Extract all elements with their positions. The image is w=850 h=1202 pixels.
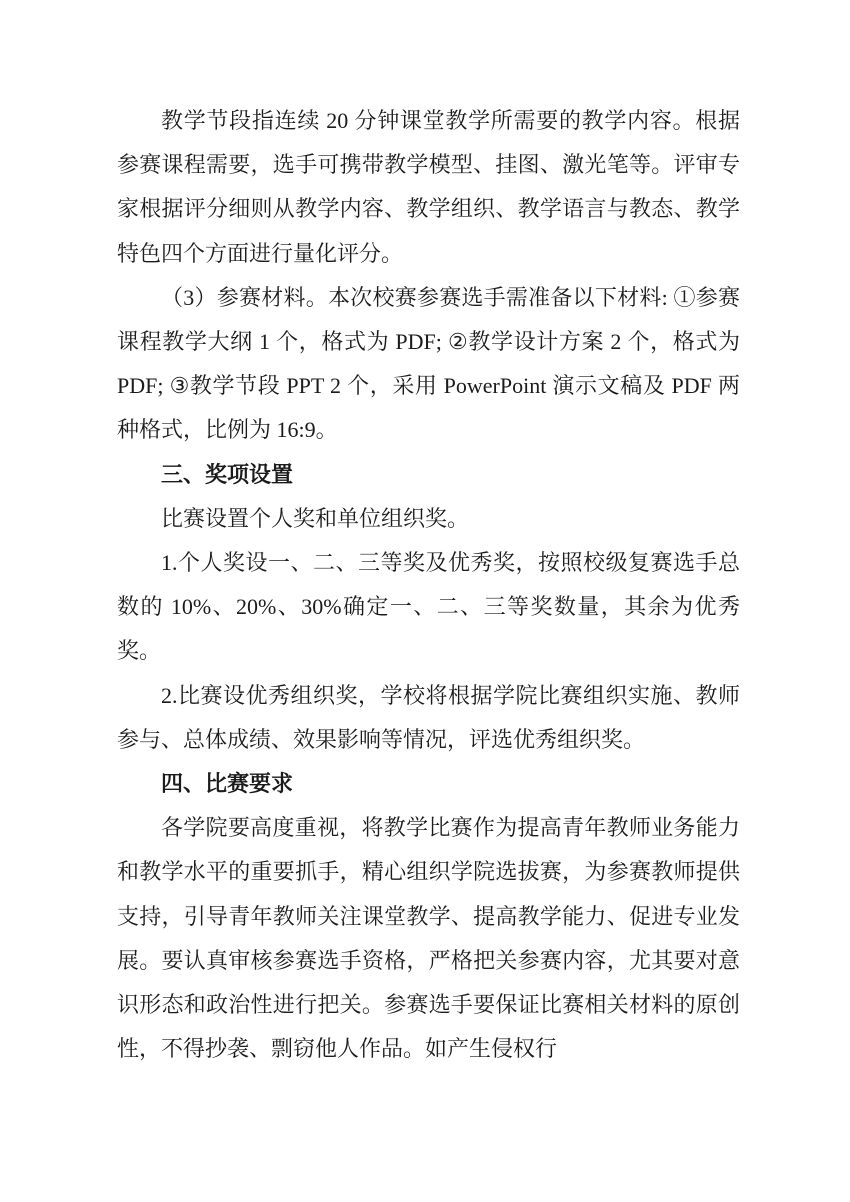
paragraph-teaching-segment: 教学节段指连续 20 分钟课堂教学所需要的教学内容。根据参赛课程需要，选手可携带教学模型、挂图、激光笔等。评审专家根据评分细则从教学内容、教学组织、教学语言与教态、教学特色四个方面进行量化评分。 <box>117 108 740 266</box>
heading-section-3-awards: 三、奖项设置 <box>161 461 294 487</box>
paragraph-competition-requirements: 各学院要高度重视，将教学比赛作为提高青年教师业务能力和教学水平的重要抓手，精心组织学院选拔赛，为参赛教师提供支持，引导青年教师关注课堂教学、提高教学能力、促进专业发展。要认真审核参赛选手资格，严格把关参赛内容，尤其要对意识形态和政治性进行把关。参赛选手要保证比赛相关材料的原创性，不得抄袭、剽窃他人作品。如产生侵权行 <box>117 815 740 1062</box>
paragraph-entry-materials: （3）参赛材料。本次校赛参赛选手需准备以下材料: ①参赛课程教学大纲 1 个，格式为 PDF; ②教学设计方案 2 个，格式为 PDF; ③教学节段 PPT 2 个，采用 PowerPoint 演示文稿及 PDF 两种格式，比例为 16:9。 <box>117 284 740 443</box>
heading-section-4-requirements: 四、比赛要求 <box>161 771 294 797</box>
paragraph-organization-award: 2.比赛设优秀组织奖，学校将根据学院比赛组织实施、教师参与、总体成绩、效果影响等情况，评选优秀组织奖。 <box>117 682 740 752</box>
document-text-block <box>117 99 740 1071</box>
paragraph-individual-awards: 1.个人奖设一、二、三等奖及优秀奖，按照校级复赛选手总数的 10%、20%、30%确定一、二、三等奖数量，其余为优秀奖。 <box>117 550 740 664</box>
paragraph-awards-intro: 比赛设置个人奖和单位组织奖。 <box>161 505 470 531</box>
